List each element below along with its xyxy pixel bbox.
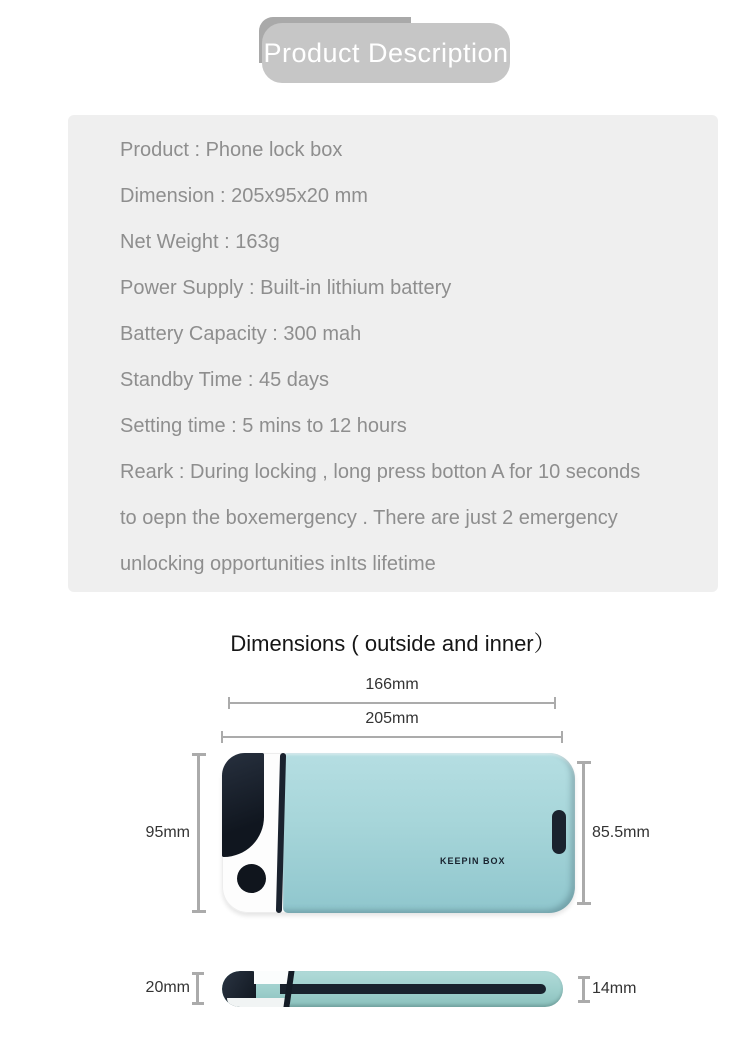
brand-label: KEEPIN BOX <box>440 856 506 866</box>
lockbox-side-view <box>222 971 563 1007</box>
spec-line-setting-time: Setting time : 5 mins to 12 hours <box>120 415 407 437</box>
inner-height-line <box>582 761 585 905</box>
dimensions-title: Dimensions ( outside and inner） <box>230 631 556 656</box>
button-a <box>237 864 266 893</box>
outer-width-line <box>221 736 563 738</box>
tick-left <box>221 731 223 743</box>
spec-line-battery-capacity: Battery Capacity : 300 mah <box>120 323 362 345</box>
cap-top <box>192 753 206 756</box>
outer-thickness-line <box>196 972 199 1005</box>
lockbox-end-cap <box>222 753 264 857</box>
spec-line-net-weight: Net Weight : 163g <box>120 231 280 253</box>
cap-bottom <box>192 910 206 913</box>
inner-width-label: 166mm <box>365 676 419 693</box>
side-seam-stripe <box>280 984 546 994</box>
inner-thickness-label: 14mm <box>592 980 637 997</box>
spec-line-standby-time: Standby Time : 45 days <box>120 369 330 391</box>
product-description-badge <box>262 23 510 83</box>
tick-right <box>554 697 556 709</box>
cap-bottom <box>578 1000 590 1003</box>
spec-box <box>68 115 718 592</box>
cap-bottom <box>577 902 591 905</box>
spec-line-remark-2: to oepn the boxemergency . There are just 2 emergency <box>120 507 618 529</box>
tick-left <box>228 697 230 709</box>
spec-line-power-supply: Power Supply : Built-in lithium battery <box>120 277 452 299</box>
outer-thickness-label: 20mm <box>145 979 190 996</box>
cap-top <box>578 976 590 979</box>
lockbox-front-view <box>222 753 575 913</box>
side-white-panel <box>254 971 290 984</box>
spec-line-product: Product : Phone lock box <box>120 139 343 161</box>
outer-height-label: 95mm <box>145 824 190 841</box>
cap-top <box>577 761 591 764</box>
tick-right <box>561 731 563 743</box>
spec-line-remark-3: unlocking opportunities inIts lifetime <box>120 553 436 575</box>
spec-line-remark-1: Reark : During locking , long press botton A for 10 seconds <box>120 461 641 483</box>
spec-line-dimension: Dimension : 205x95x20 mm <box>120 185 368 207</box>
outer-width-label: 205mm <box>365 710 419 727</box>
inner-thickness-line <box>582 976 585 1003</box>
outer-height-line <box>197 753 200 913</box>
inner-width-line <box>228 702 556 704</box>
side-white-base <box>227 998 290 1007</box>
cap-bottom <box>192 1002 204 1005</box>
badge-label: Product Description <box>262 23 510 83</box>
cap-top <box>192 972 204 975</box>
latch-notch <box>552 810 566 854</box>
lockbox-body <box>283 753 575 913</box>
inner-height-label: 85.5mm <box>592 824 650 841</box>
